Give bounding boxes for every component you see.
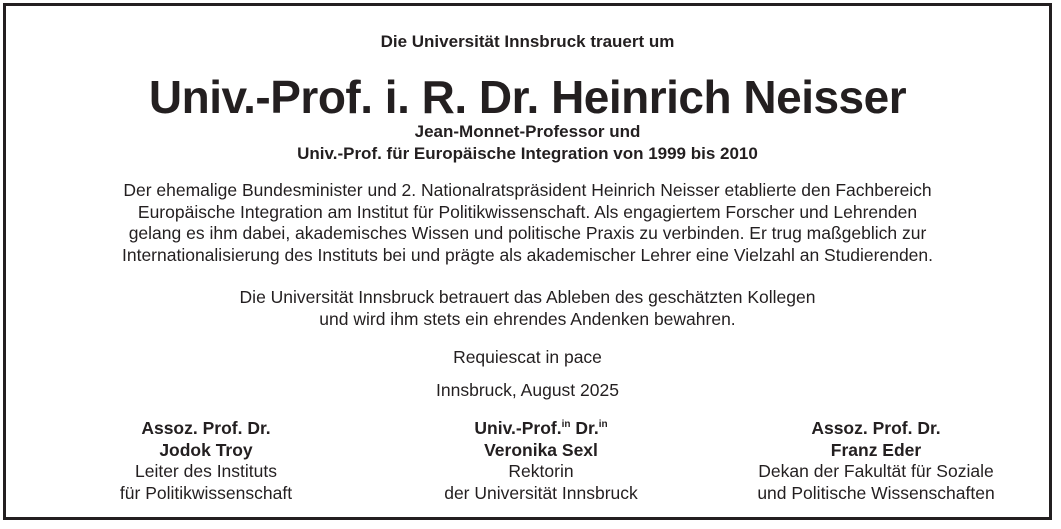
- intro-line: Die Universität Innsbruck trauert um: [380, 32, 675, 51]
- subtitle-line-2: Univ.-Prof. für Europäische Integration von 1999 bis 2010: [297, 144, 758, 163]
- requiescat-line: Requiescat in pace: [453, 347, 602, 367]
- title-superscript: in: [598, 419, 608, 430]
- signatory-title: [371, 418, 711, 440]
- signatory-role: Leiter des Instituts: [134, 461, 278, 481]
- tribute-paragraph: [6, 180, 1049, 266]
- condolence-line: und wird ihm stets ein ehrendes Andenken bewahren.: [319, 308, 736, 329]
- tribute-line: Der ehemalige Bundesminister und 2. Nationalratspräsident Heinrich Neisser etablierte den Fachbereich: [123, 180, 932, 200]
- tribute-line: gelang es ihm dabei, akademisches Wissen und politische Praxis zu verbinden. Er trug maßgeblich zur: [128, 223, 927, 243]
- signatory-role: der Universität Innsbruck: [444, 482, 638, 503]
- signatory-role: und Politische Wissenschaften: [757, 482, 995, 503]
- signatory-title: Assoz. Prof. Dr.: [811, 418, 941, 438]
- condolence-paragraph: [6, 287, 1049, 330]
- title-part: Dr.: [570, 418, 599, 438]
- obituary-notice: [3, 3, 1052, 520]
- signatory-role: für Politikwissenschaft: [119, 482, 293, 503]
- title-superscript: in: [561, 419, 571, 430]
- signatory-troy: [36, 418, 376, 504]
- signatory-name: Jodok Troy: [159, 439, 253, 460]
- subtitle-line-1: Jean-Monnet-Professor und: [414, 122, 641, 141]
- tribute-line: Internationalisierung des Instituts bei und prägte als akademischer Lehrer eine Vielzahl an Studierenden.: [121, 244, 934, 265]
- condolence-line: Die Universität Innsbruck betrauert das Ableben des geschätzten Kollegen: [239, 287, 816, 307]
- place-date-line: Innsbruck, August 2025: [436, 380, 619, 400]
- signatory-role: Dekan der Fakultät für Soziale: [758, 461, 994, 481]
- signatory-title: Assoz. Prof. Dr.: [141, 418, 271, 438]
- signatory-sexl: [371, 418, 711, 504]
- signatory-name: Franz Eder: [830, 439, 922, 460]
- title-part: Univ.-Prof.: [474, 418, 562, 438]
- signatory-eder: [706, 418, 1046, 504]
- deceased-name: Univ.-Prof. i. R. Dr. Heinrich Neisser: [148, 71, 907, 123]
- signatory-name: Veronika Sexl: [484, 439, 598, 460]
- tribute-line: Europäische Integration am Institut für Politikwissenschaft. Als engagiertem Forscher und Lehrenden: [137, 201, 918, 222]
- signatory-role: Rektorin: [508, 461, 574, 481]
